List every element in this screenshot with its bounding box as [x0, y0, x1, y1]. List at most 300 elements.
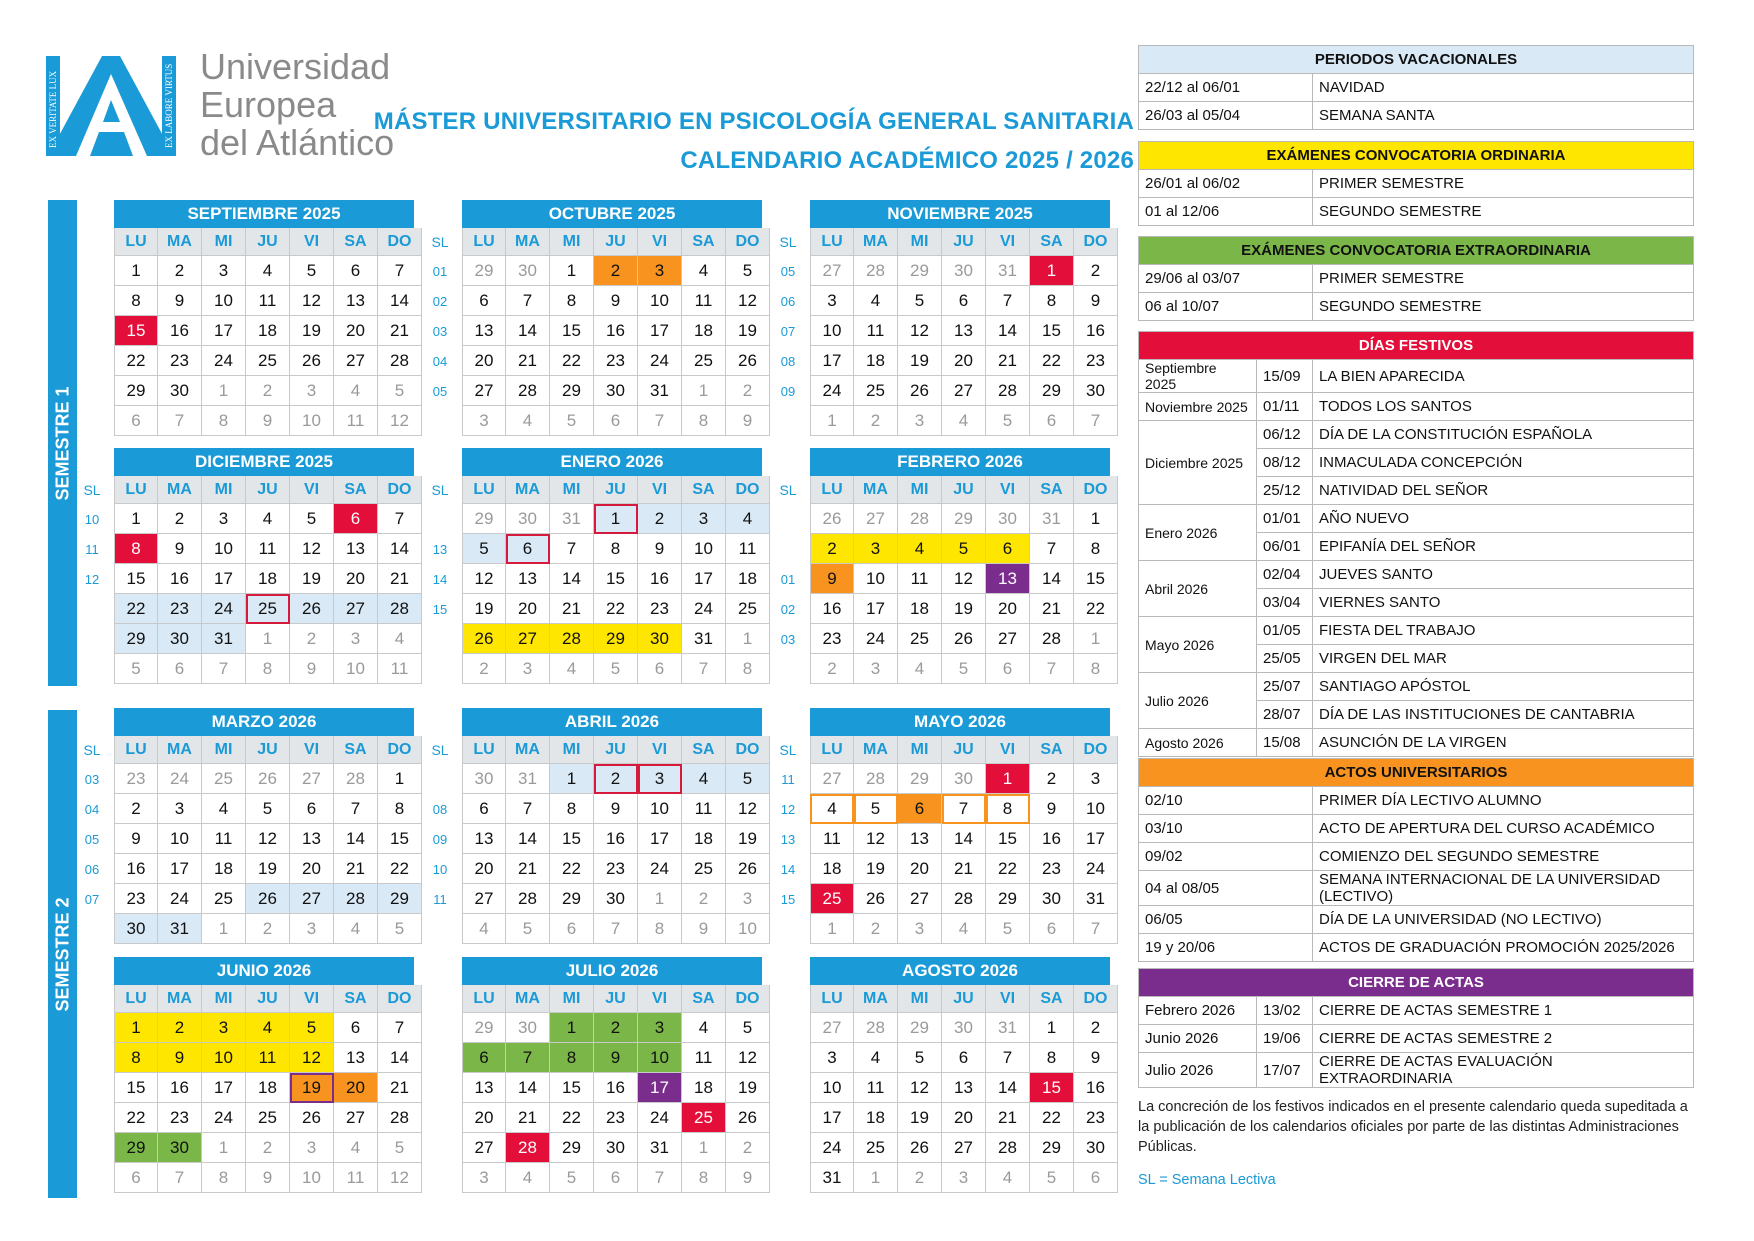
day-cell: 18	[246, 1073, 290, 1103]
day-cell: 19	[290, 316, 334, 346]
holidays-title: DÍAS FESTIVOS	[1139, 332, 1694, 360]
day-cell: 31	[810, 1163, 854, 1193]
day-cell: 22	[378, 854, 422, 884]
holiday-month: Agosto 2026	[1139, 729, 1257, 757]
day-cell: 14	[378, 1043, 422, 1073]
day-cell: 19	[290, 564, 334, 594]
weekday-header: LU	[114, 985, 158, 1013]
semester-2-label: SEMESTRE 2	[52, 896, 73, 1012]
day-cell: 20	[986, 594, 1030, 624]
day-cell: 3	[810, 1043, 854, 1073]
day-cell: 23	[158, 346, 202, 376]
day-cell: 30	[1074, 376, 1118, 406]
table-row	[1139, 360, 1694, 393]
week-number: 01	[432, 263, 448, 279]
weekday-header: JU	[246, 985, 290, 1013]
day-cell: 27	[986, 624, 1030, 654]
weekday-header: DO	[378, 228, 422, 256]
day-cell: 21	[550, 594, 594, 624]
weekday-header: MA	[854, 985, 898, 1013]
day-cell: 15	[1030, 316, 1074, 346]
day-cell: 1	[114, 256, 158, 286]
day-cell: 1	[202, 914, 246, 944]
week-number	[768, 914, 808, 944]
day-cell: 6	[986, 534, 1030, 564]
week-number: 06	[780, 293, 796, 309]
day-cell: 5	[986, 914, 1030, 944]
day-cell: 10	[1074, 794, 1118, 824]
day-cell: 6	[942, 1043, 986, 1073]
day-cell: 19	[462, 594, 506, 624]
day-cell: 17	[638, 316, 682, 346]
day-cell: 11	[378, 654, 422, 684]
table-row: 19 y 20/06 ACTOS DE GRADUACIÓN PROMOCIÓN 2025/2026	[1139, 934, 1694, 962]
weekday-header: SA	[334, 736, 378, 764]
week-number	[420, 1163, 460, 1193]
day-cell: 28	[854, 1013, 898, 1043]
day-cell: 3	[202, 256, 246, 286]
day-cell: 5	[462, 534, 506, 564]
week-number: 06	[84, 861, 100, 877]
day-cell: 4	[854, 1043, 898, 1073]
day-cell: 29	[550, 1133, 594, 1163]
day-cell: 30	[986, 504, 1030, 534]
day-cell: 8	[202, 406, 246, 436]
day-cell: 28	[1030, 624, 1074, 654]
day-cell: 10	[158, 824, 202, 854]
sl-header: SL	[83, 742, 101, 758]
day-cell: 30	[594, 376, 638, 406]
day-cell: 10	[726, 914, 770, 944]
day-cell: 1	[810, 914, 854, 944]
day-cell: 7	[942, 794, 986, 824]
weekday-header: DO	[378, 736, 422, 764]
day-cell: 26	[462, 624, 506, 654]
week-number: 09	[780, 383, 796, 399]
day-cell: 5	[550, 1163, 594, 1193]
day-cell: 1	[550, 764, 594, 794]
weekday-header: MI	[898, 228, 942, 256]
week-number: 13	[432, 541, 448, 557]
uni-line-3: del Atlántico	[200, 122, 395, 163]
weekday-header: VI	[290, 736, 334, 764]
day-cell: 30	[1030, 884, 1074, 914]
day-cell: 6	[462, 1043, 506, 1073]
weekday-header: JU	[594, 228, 638, 256]
day-cell: 22	[986, 854, 1030, 884]
holiday-date: 25/12	[1257, 477, 1313, 505]
day-cell: 9	[246, 1163, 290, 1193]
day-cell: 12	[378, 406, 422, 436]
week-number: 14	[780, 861, 796, 877]
day-cell: 3	[854, 654, 898, 684]
week-number: 05	[84, 831, 100, 847]
day-cell: 4	[334, 376, 378, 406]
day-cell: 27	[942, 1133, 986, 1163]
day-cell: 7	[1074, 406, 1118, 436]
vacation-title: PERIODOS VACACIONALES	[1139, 46, 1694, 74]
week-number	[768, 406, 808, 436]
day-cell: 7	[638, 1163, 682, 1193]
week-number	[72, 1103, 112, 1133]
weekday-header: MI	[550, 736, 594, 764]
day-cell: 7	[986, 286, 1030, 316]
day-cell: 9	[158, 286, 202, 316]
day-cell: 3	[898, 406, 942, 436]
month-calendar	[768, 448, 1110, 684]
day-cell: 14	[942, 824, 986, 854]
week-number: 14	[432, 571, 448, 587]
day-cell: 8	[682, 1163, 726, 1193]
day-cell: 18	[682, 824, 726, 854]
week-number: 05	[432, 383, 448, 399]
day-cell: 8	[114, 534, 158, 564]
day-cell: 23	[594, 346, 638, 376]
day-cell: 16	[158, 564, 202, 594]
weekday-header: LU	[462, 985, 506, 1013]
day-cell: 16	[594, 1073, 638, 1103]
table-row: Julio 2026 17/07 CIERRE DE ACTAS EVALUACIÓN EXTRAORDINARIA	[1139, 1053, 1694, 1088]
day-cell: 4	[550, 654, 594, 684]
day-cell: 1	[1030, 1013, 1074, 1043]
week-number	[420, 624, 460, 654]
day-cell: 3	[462, 406, 506, 436]
sl-header: SL	[779, 742, 797, 758]
day-cell: 29	[1030, 1133, 1074, 1163]
table-row	[1139, 617, 1694, 645]
day-cell: 7	[550, 534, 594, 564]
weekday-header: VI	[986, 736, 1030, 764]
table-row: 06 al 10/07 SEGUNDO SEMESTRE	[1139, 293, 1694, 321]
day-cell: 4	[810, 794, 854, 824]
day-cell: 15	[550, 824, 594, 854]
day-cell: 12	[290, 286, 334, 316]
weekday-header: DO	[1074, 736, 1118, 764]
week-number: 11	[781, 771, 795, 787]
week-number	[72, 1163, 112, 1193]
day-cell: 4	[378, 624, 422, 654]
month-calendar	[420, 957, 762, 1193]
day-cell: 31	[638, 1133, 682, 1163]
day-cell: 8	[114, 1043, 158, 1073]
day-cell: 30	[506, 504, 550, 534]
day-cell: 19	[942, 594, 986, 624]
day-cell: 12	[290, 534, 334, 564]
day-cell: 5	[898, 1043, 942, 1073]
day-cell: 2	[246, 914, 290, 944]
grades-closing-table	[1138, 968, 1694, 1088]
week-number	[768, 504, 808, 534]
day-cell: 15	[378, 824, 422, 854]
uni-line-1: Universidad	[200, 46, 391, 87]
day-cell: 14	[378, 534, 422, 564]
day-cell: 10	[202, 534, 246, 564]
weekday-header: JU	[594, 476, 638, 504]
weekday-header: VI	[986, 476, 1030, 504]
day-cell: 15	[986, 824, 1030, 854]
day-cell: 6	[942, 286, 986, 316]
day-cell: 9	[682, 914, 726, 944]
day-cell: 17	[202, 316, 246, 346]
day-cell: 2	[898, 1163, 942, 1193]
week-number: 04	[432, 353, 448, 369]
day-cell: 5	[726, 256, 770, 286]
day-cell: 23	[158, 594, 202, 624]
svg-text:EX LABORE VIRTUS: EX LABORE VIRTUS	[164, 63, 174, 148]
day-cell: 31	[638, 376, 682, 406]
day-cell: 25	[246, 1103, 290, 1133]
day-cell: 18	[202, 854, 246, 884]
day-cell: 29	[898, 1013, 942, 1043]
day-cell: 9	[594, 286, 638, 316]
day-cell: 6	[1030, 406, 1074, 436]
day-cell: 14	[378, 286, 422, 316]
day-cell: 12	[378, 1163, 422, 1193]
week-number	[72, 1013, 112, 1043]
weekday-header: MI	[202, 736, 246, 764]
day-cell: 19	[726, 316, 770, 346]
week-number	[768, 1103, 808, 1133]
day-cell: 6	[114, 406, 158, 436]
day-cell: 3	[854, 534, 898, 564]
holiday-date: 01/05	[1257, 617, 1313, 645]
day-cell: 5	[942, 534, 986, 564]
day-cell: 21	[942, 854, 986, 884]
holidays-table	[1138, 331, 1694, 757]
day-cell: 18	[246, 316, 290, 346]
day-cell: 29	[114, 376, 158, 406]
day-cell: 8	[986, 794, 1030, 824]
day-cell: 7	[638, 406, 682, 436]
day-cell: 27	[810, 256, 854, 286]
week-number: 12	[780, 801, 796, 817]
day-cell: 22	[114, 1103, 158, 1133]
vacation-table	[1138, 45, 1694, 130]
day-cell: 26	[898, 1133, 942, 1163]
holiday-month: Noviembre 2025	[1139, 393, 1257, 421]
day-cell: 8	[246, 654, 290, 684]
week-number: 07	[780, 323, 796, 339]
day-cell: 9	[158, 1043, 202, 1073]
weekday-header: MI	[550, 476, 594, 504]
week-number	[768, 1043, 808, 1073]
weekday-header: MA	[854, 736, 898, 764]
day-cell: 27	[506, 624, 550, 654]
day-cell: 16	[594, 824, 638, 854]
week-number: 13	[780, 831, 796, 847]
day-cell: 7	[202, 654, 246, 684]
day-cell: 1	[114, 1013, 158, 1043]
day-cell: 30	[158, 624, 202, 654]
weekday-header: VI	[290, 476, 334, 504]
day-cell: 29	[594, 624, 638, 654]
day-cell: 22	[114, 346, 158, 376]
day-cell: 18	[854, 1103, 898, 1133]
day-cell: 4	[854, 286, 898, 316]
day-cell: 2	[810, 654, 854, 684]
day-cell: 6	[638, 654, 682, 684]
day-cell: 9	[810, 564, 854, 594]
day-cell: 28	[986, 376, 1030, 406]
weekday-header: LU	[114, 228, 158, 256]
day-cell: 9	[114, 824, 158, 854]
day-cell: 21	[1030, 594, 1074, 624]
weekday-header: LU	[462, 228, 506, 256]
day-cell: 18	[898, 594, 942, 624]
day-cell: 23	[1074, 1103, 1118, 1133]
day-cell: 25	[202, 764, 246, 794]
table-row: Junio 2026 19/06 CIERRE DE ACTAS SEMESTRE 2	[1139, 1025, 1694, 1053]
sl-header: SL	[779, 482, 797, 498]
day-cell: 10	[854, 564, 898, 594]
weekday-header: MI	[202, 228, 246, 256]
day-cell: 25	[682, 1103, 726, 1133]
day-cell: 19	[854, 854, 898, 884]
day-cell: 1	[114, 504, 158, 534]
day-cell: 14	[986, 1073, 1030, 1103]
weekday-header: MA	[158, 736, 202, 764]
day-cell: 20	[462, 1103, 506, 1133]
day-cell: 1	[986, 764, 1030, 794]
month-title: ENERO 2026	[462, 448, 762, 476]
day-cell: 17	[854, 594, 898, 624]
day-cell: 26	[290, 1103, 334, 1133]
day-cell: 31	[1074, 884, 1118, 914]
day-cell: 28	[506, 884, 550, 914]
day-cell: 20	[462, 346, 506, 376]
day-cell: 3	[638, 256, 682, 286]
day-cell: 31	[158, 914, 202, 944]
day-cell: 25	[726, 594, 770, 624]
day-cell: 1	[1074, 624, 1118, 654]
day-cell: 24	[854, 624, 898, 654]
day-cell: 3	[1074, 764, 1118, 794]
day-cell: 29	[462, 1013, 506, 1043]
day-cell: 9	[726, 406, 770, 436]
day-cell: 16	[638, 564, 682, 594]
holiday-date: 01/01	[1257, 505, 1313, 533]
table-row: Febrero 2026 13/02 CIERRE DE ACTAS SEMESTRE 1	[1139, 997, 1694, 1025]
week-number	[72, 1133, 112, 1163]
day-cell: 26	[726, 854, 770, 884]
day-cell: 22	[1030, 1103, 1074, 1133]
weekday-header: MA	[506, 985, 550, 1013]
day-cell: 18	[726, 564, 770, 594]
day-cell: 31	[682, 624, 726, 654]
day-cell: 17	[638, 824, 682, 854]
day-cell: 31	[986, 1013, 1030, 1043]
day-cell: 3	[898, 914, 942, 944]
day-cell: 21	[506, 346, 550, 376]
weekday-header: VI	[986, 228, 1030, 256]
holiday-month: Septiembre 2025	[1139, 360, 1257, 393]
day-cell: 10	[638, 794, 682, 824]
day-cell: 24	[1074, 854, 1118, 884]
day-cell: 13	[942, 1073, 986, 1103]
day-cell: 17	[810, 1103, 854, 1133]
page-title: MÁSTER UNIVERSITARIO EN PSICOLOGÍA GENERAL SANITARIA	[373, 108, 1134, 135]
day-cell: 3	[942, 1163, 986, 1193]
day-cell: 13	[942, 316, 986, 346]
day-cell: 23	[810, 624, 854, 654]
sl-header: SL	[431, 742, 449, 758]
month-title: AGOSTO 2026	[810, 957, 1110, 985]
day-cell: 10	[810, 316, 854, 346]
weekday-header: VI	[638, 736, 682, 764]
day-cell: 3	[334, 624, 378, 654]
holiday-name: VIERNES SANTO	[1313, 589, 1694, 617]
day-cell: 17	[638, 1073, 682, 1103]
day-cell: 29	[1030, 376, 1074, 406]
day-cell: 2	[246, 376, 290, 406]
weekday-header: VI	[290, 228, 334, 256]
day-cell: 24	[202, 594, 246, 624]
weekday-header: VI	[986, 985, 1030, 1013]
day-cell: 27	[462, 884, 506, 914]
day-cell: 6	[462, 286, 506, 316]
day-cell: 20	[462, 854, 506, 884]
day-cell: 27	[898, 884, 942, 914]
day-cell: 5	[506, 914, 550, 944]
holiday-date: 08/12	[1257, 449, 1313, 477]
weekday-header: DO	[378, 476, 422, 504]
holiday-name: TODOS LOS SANTOS	[1313, 393, 1694, 421]
day-cell: 1	[726, 624, 770, 654]
day-cell: 9	[638, 534, 682, 564]
week-number	[768, 534, 808, 564]
day-cell: 6	[290, 794, 334, 824]
week-number	[420, 1013, 460, 1043]
table-row: 26/01 al 06/02 PRIMER SEMESTRE	[1139, 170, 1694, 198]
day-cell: 23	[158, 1103, 202, 1133]
day-cell: 2	[158, 256, 202, 286]
day-cell: 29	[462, 504, 506, 534]
weekday-header: MI	[202, 985, 246, 1013]
day-cell: 19	[898, 346, 942, 376]
day-cell: 16	[1030, 824, 1074, 854]
weekday-header: MA	[158, 985, 202, 1013]
day-cell: 2	[594, 256, 638, 286]
day-cell: 28	[334, 884, 378, 914]
day-cell: 8	[378, 794, 422, 824]
table-row	[1139, 729, 1694, 757]
day-cell: 5	[1030, 1163, 1074, 1193]
day-cell: 1	[1074, 504, 1118, 534]
weekday-header: LU	[810, 476, 854, 504]
holiday-name: JUEVES SANTO	[1313, 561, 1694, 589]
day-cell: 13	[290, 824, 334, 854]
day-cell: 4	[506, 406, 550, 436]
day-cell: 20	[334, 316, 378, 346]
day-cell: 2	[158, 504, 202, 534]
table-row	[1139, 561, 1694, 589]
weekday-header: JU	[942, 985, 986, 1013]
day-cell: 26	[726, 346, 770, 376]
weekday-header: MA	[506, 736, 550, 764]
day-cell: 14	[1030, 564, 1074, 594]
day-cell: 18	[682, 1073, 726, 1103]
day-cell: 21	[506, 1103, 550, 1133]
day-cell: 3	[158, 794, 202, 824]
weekday-header: VI	[638, 476, 682, 504]
week-number: 09	[432, 831, 448, 847]
day-cell: 27	[462, 1133, 506, 1163]
month-calendar	[420, 448, 762, 684]
day-cell: 6	[1074, 1163, 1118, 1193]
logo-emblem	[46, 56, 176, 160]
day-cell: 13	[334, 286, 378, 316]
week-number	[420, 914, 460, 944]
